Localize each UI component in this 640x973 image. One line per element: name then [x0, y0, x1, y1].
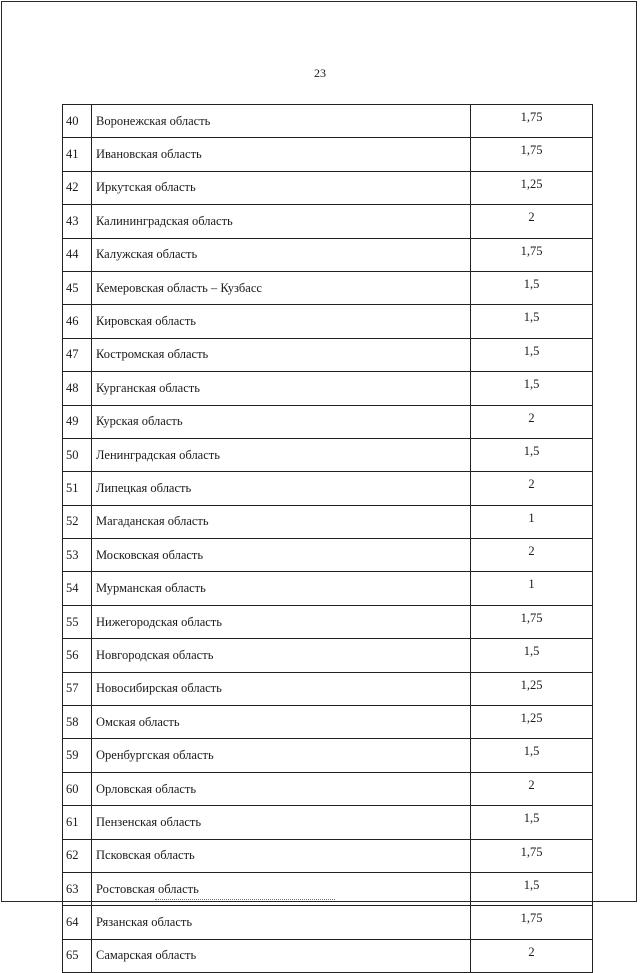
row-number-cell: 55	[63, 605, 92, 638]
table-row	[63, 372, 593, 405]
region-name-cell: Орловская область	[92, 772, 471, 805]
table-row	[63, 672, 593, 705]
coefficient-cell: 1,5	[471, 872, 593, 905]
table-row	[63, 105, 593, 138]
region-name-cell: Ростовская область	[92, 872, 471, 905]
row-number-cell: 41	[63, 138, 92, 171]
row-number-cell: 62	[63, 839, 92, 872]
coefficient-cell: 2	[471, 772, 593, 805]
coefficient-cell: 1,25	[471, 672, 593, 705]
table-row	[63, 706, 593, 739]
row-number-cell: 49	[63, 405, 92, 438]
row-number-cell: 48	[63, 372, 92, 405]
region-name-cell: Пензенская область	[92, 806, 471, 839]
table-row	[63, 138, 593, 171]
region-name-cell: Самарская область	[92, 939, 471, 972]
region-name-cell: Новосибирская область	[92, 672, 471, 705]
region-name-cell: Магаданская область	[92, 505, 471, 538]
coefficient-cell: 1,25	[471, 171, 593, 204]
row-number-cell: 54	[63, 572, 92, 605]
coefficient-cell: 1,75	[471, 906, 593, 939]
coefficient-cell: 1,5	[471, 372, 593, 405]
table-row	[63, 338, 593, 371]
coefficient-cell: 1,75	[471, 105, 593, 138]
region-name-cell: Московская область	[92, 539, 471, 572]
region-name-cell: Костромская область	[92, 338, 471, 371]
row-number-cell: 47	[63, 338, 92, 371]
table-row	[63, 739, 593, 772]
table-row	[63, 572, 593, 605]
region-name-cell: Ленинградская область	[92, 438, 471, 471]
region-name-cell: Рязанская область	[92, 906, 471, 939]
row-number-cell: 60	[63, 772, 92, 805]
regions-table-body	[63, 105, 593, 973]
table-row	[63, 906, 593, 939]
row-number-cell: 52	[63, 505, 92, 538]
table-row	[63, 305, 593, 338]
coefficient-cell: 1	[471, 505, 593, 538]
table-row	[63, 171, 593, 204]
region-name-cell: Курская область	[92, 405, 471, 438]
row-number-cell: 46	[63, 305, 92, 338]
coefficient-cell: 1,25	[471, 706, 593, 739]
region-name-cell: Оренбургская область	[92, 739, 471, 772]
coefficient-cell: 1,5	[471, 305, 593, 338]
coefficient-cell: 2	[471, 539, 593, 572]
row-number-cell: 53	[63, 539, 92, 572]
coefficient-cell: 1,75	[471, 138, 593, 171]
table-row	[63, 505, 593, 538]
coefficient-cell: 1,5	[471, 338, 593, 371]
region-name-cell: Псковская область	[92, 839, 471, 872]
table-row	[63, 472, 593, 505]
coefficient-cell: 1,75	[471, 605, 593, 638]
table-row	[63, 839, 593, 872]
region-name-cell: Калининградская область	[92, 205, 471, 238]
table-row	[63, 939, 593, 972]
row-number-cell: 42	[63, 171, 92, 204]
row-number-cell: 64	[63, 906, 92, 939]
region-name-cell: Иркутская область	[92, 171, 471, 204]
row-number-cell: 65	[63, 939, 92, 972]
coefficient-cell: 1,5	[471, 806, 593, 839]
coefficient-cell: 1	[471, 572, 593, 605]
row-number-cell: 58	[63, 706, 92, 739]
coefficient-cell: 1,5	[471, 739, 593, 772]
table-row	[63, 438, 593, 471]
region-name-cell: Новгородская область	[92, 639, 471, 672]
region-name-cell: Липецкая область	[92, 472, 471, 505]
region-name-cell: Ивановская область	[92, 138, 471, 171]
coefficient-cell: 1,75	[471, 839, 593, 872]
row-number-cell: 61	[63, 806, 92, 839]
table-row	[63, 539, 593, 572]
row-number-cell: 40	[63, 105, 92, 138]
table-row	[63, 806, 593, 839]
row-number-cell: 59	[63, 739, 92, 772]
table-row	[63, 205, 593, 238]
region-name-cell: Мурманская область	[92, 572, 471, 605]
coefficient-cell: 1,5	[471, 271, 593, 304]
row-number-cell: 44	[63, 238, 92, 271]
table-row	[63, 405, 593, 438]
row-number-cell: 45	[63, 271, 92, 304]
coefficient-cell: 2	[471, 405, 593, 438]
coefficient-cell: 2	[471, 939, 593, 972]
table-row	[63, 271, 593, 304]
row-number-cell: 51	[63, 472, 92, 505]
table-row	[63, 772, 593, 805]
coefficient-cell: 1,5	[471, 438, 593, 471]
regions-table	[62, 104, 593, 973]
row-number-cell: 43	[63, 205, 92, 238]
row-number-cell: 63	[63, 872, 92, 905]
region-name-cell: Калужская область	[92, 238, 471, 271]
row-number-cell: 56	[63, 639, 92, 672]
coefficient-cell: 2	[471, 472, 593, 505]
region-name-cell: Курганская область	[92, 372, 471, 405]
scan-artifact-line	[155, 899, 335, 902]
page-number: 23	[314, 66, 326, 80]
region-name-cell: Кемеровская область – Кузбасс	[92, 271, 471, 304]
region-name-cell: Воронежская область	[92, 105, 471, 138]
table-row	[63, 639, 593, 672]
row-number-cell: 57	[63, 672, 92, 705]
coefficient-cell: 1,5	[471, 639, 593, 672]
region-name-cell: Омская область	[92, 706, 471, 739]
table-row	[63, 238, 593, 271]
region-name-cell: Кировская область	[92, 305, 471, 338]
coefficient-cell: 2	[471, 205, 593, 238]
table-row	[63, 605, 593, 638]
row-number-cell: 50	[63, 438, 92, 471]
region-name-cell: Нижегородская область	[92, 605, 471, 638]
coefficient-cell: 1,75	[471, 238, 593, 271]
